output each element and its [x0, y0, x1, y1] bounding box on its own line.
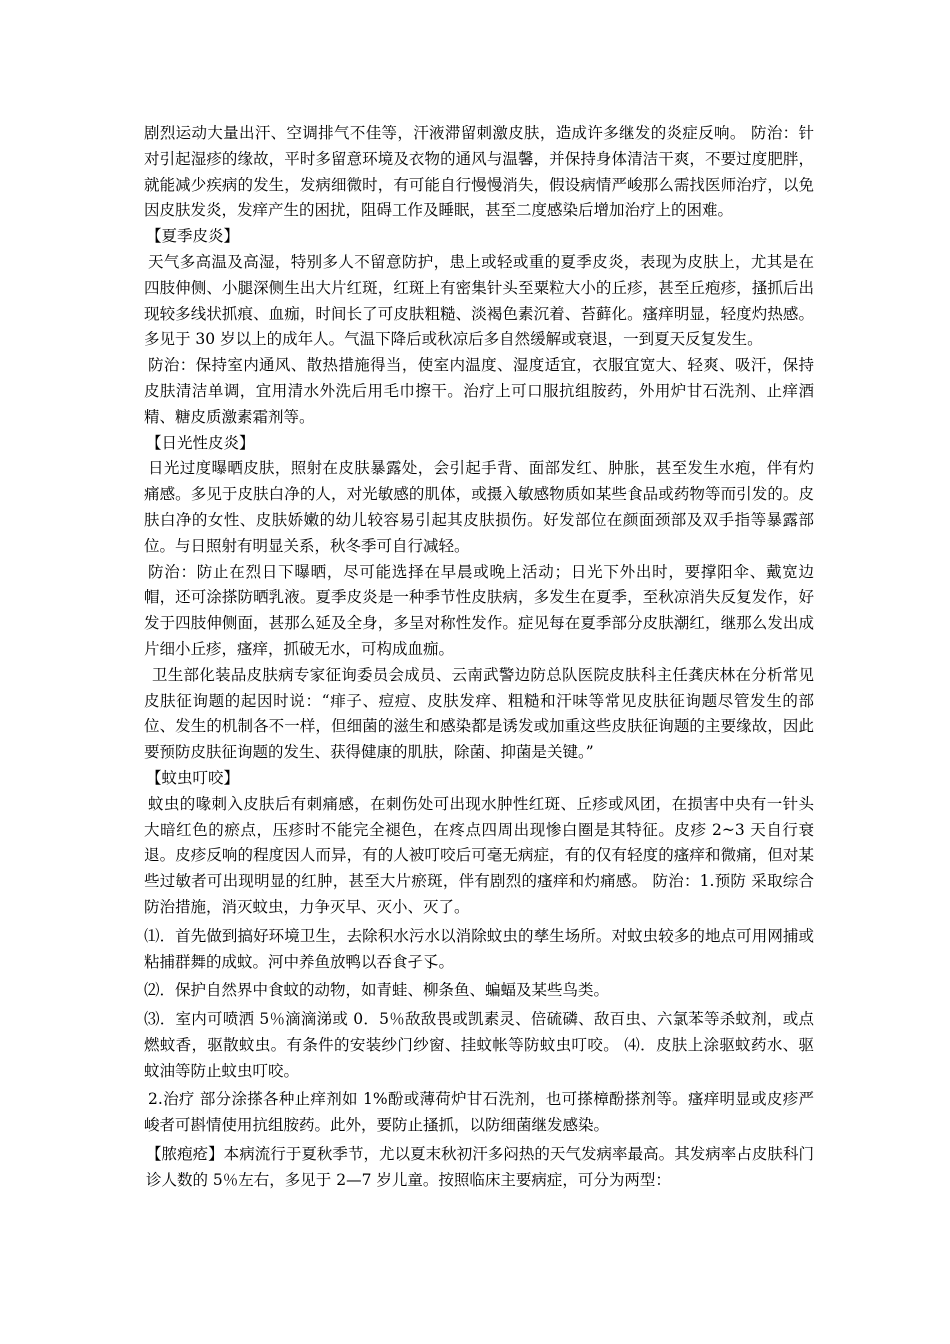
heading-mosquito-bites: 【蚊虫叮咬】 [146, 768, 240, 787]
heading-summer-dermatitis: 【夏季皮炎】 [146, 227, 240, 246]
paragraph-solar-dermatitis-prevention: 防治：防止在烈日下曝晒，尽可能选择在早晨或晚上活动；日光下外出时，要撑阳伞、戴宽边帽，还可涂搽防晒乳液。夏季皮炎是一种季节性皮肤病，多发生在夏季，至秋凉消失反复发作，好发于四肢伸侧面，甚那么延及全身，多呈对称性发作。症见每在夏季部分皮肤潮红，继那么发出成片细小丘疹，瘙痒，抓破无水，可构成血痂。 [144, 562, 814, 658]
paragraph-mosquito-bites: 蚊虫的喙刺入皮肤后有刺痛感，在刺伤处可出现水肿性红斑、丘疹或风团，在损害中央有一针头大暗红色的瘀点，压疹时不能完全褪色，在疼点四周出现惨白圈是其特征。皮疹 2~3 天自行衰退。皮疹反响的程度因人而异，有的人被叮咬后可毫无病症，有的仅有轻度的瘙痒和微痛，但对某些过敏者可出现明显的红肿，甚至大片瘀斑，伴有剧烈的瘙痒和灼痛感。 防治：1.预防 采取综合防治措施，消灭蚊虫，力争灭早、灭小、灭了。 [144, 794, 814, 916]
paragraph-solar-dermatitis: 日光过度曝晒皮肤，照射在皮肤暴露处，会引起手背、面部发红、肿胀，甚至发生水疱，伴有灼痛感。多见于皮肤白净的人，对光敏感的肌体，或摄入敏感物质如某些食品或药物等而引发的。皮肤白净的女性、皮肤娇嫩的幼儿较容易引起其皮肤损伤。好发部位在颜面颈部及双手指等暴露部位。与日照射有明显关系，秋冬季可自行减轻。 [144, 459, 814, 555]
list-item-3: ⑶．室内可喷洒 5％滴滴涕或 0．5％敌敌畏或凯素灵、倍硫磷、敌百虫、六氯苯等杀蚊剂，或点燃蚊香，驱散蚊虫。有条件的安装纱门纱窗、挂蚊帐等防蚊虫叮咬。 ⑷．皮肤上涂驱蚊药水、驱蚊油等防止蚊虫叮咬。 [144, 1010, 814, 1080]
paragraph-impetigo: 【脓疱疮】本病流行于夏秋季节，尤以夏末秋初汗多闷热的天气发病率最高。其发病率占皮肤科门诊人数的 5％左右，多见于 2—7 岁儿童。按照临床主要病症，可分为两型： [146, 1145, 814, 1189]
list-item-2: ⑵．保护自然界中食蚊的动物，如青蛙、柳条鱼、蝙蝠及某些鸟类。 [144, 981, 610, 1000]
paragraph-expert-quote: 卫生部化装品皮肤病专家征询委员会成员、云南武警边防总队医院皮肤科主任龚庆林在分析常见皮肤征询题的起因时说：“痱子、痘痘、皮肤发痒、粗糙和汗味等常见皮肤征询题尽管发生的部位、发生的机制各不一样，但细菌的滋生和感染都是诱发或加重这些皮肤征询题的主要缘故，因此要预防皮肤征询题的发生、获得健康的肌肤，除菌、抑菌是关键。” [144, 665, 814, 762]
paragraph-summer-dermatitis: 天气多高温及高湿，特别多人不留意防护，患上或轻或重的夏季皮炎，表现为皮肤上，尤其是在四肢伸侧、小腿深侧生出大片红斑，红斑上有密集针头至粟粒大小的丘疹，甚至丘疱疹，搔抓后出现较多线状抓痕、血痂，时间长了可皮肤粗糙、淡褐色素沉着、苔藓化。瘙痒明显，轻度灼热感。多见于 30 岁以上的成年人。气温下降后或秋凉后多自然缓解或衰退，一到夏天反复发生。 [144, 252, 814, 349]
heading-solar-dermatitis: 【日光性皮炎】 [146, 433, 255, 452]
document-body [144, 121, 814, 1194]
paragraph-summer-dermatitis-prevention: 防治：保持室内通风、散热措施得当，使室内温度、湿度适宜，衣服宜宽大、轻爽、吸汗，保持皮肤清洁单调，宜用清水外洗后用毛巾擦干。治疗上可口服抗组胺药，外用炉甘石洗剂、止痒酒精、糖皮质激素霜剂等。 [144, 356, 814, 426]
list-item-1: ⑴．首先做到搞好环境卫生，去除积水污水以消除蚊虫的孳生场所。对蚊虫较多的地点可用网捕或粘捕群舞的成蚊。河中养鱼放鸭以吞食孑孓。 [144, 926, 814, 971]
paragraph-mosquito-treatment: 2.治疗 部分涂搽各种止痒剂如 1%酚或薄荷炉甘石洗剂，也可搽樟酚搽剂等。瘙痒明显或皮疹严峻者可斟情使用抗组胺药。此外，要防止搔抓，以防细菌继发感染。 [144, 1090, 814, 1135]
paragraph-eczema-prevention: 剧烈运动大量出汗、空调排气不佳等，汗液滞留刺激皮肤，造成许多继发的炎症反响。 防治：针对引起湿疹的缘故，平时多留意环境及衣物的通风与温馨，并保持身体清洁干爽，不要过度肥胖，就能减少疾病的发生，发病细微时，有可能自行慢慢消失，假设病情严峻那么需找医师治疗，以免因皮肤发炎，发痒产生的困扰，阻碍工作及睡眠，甚至二度感染后增加治疗上的困难。 [144, 124, 814, 220]
